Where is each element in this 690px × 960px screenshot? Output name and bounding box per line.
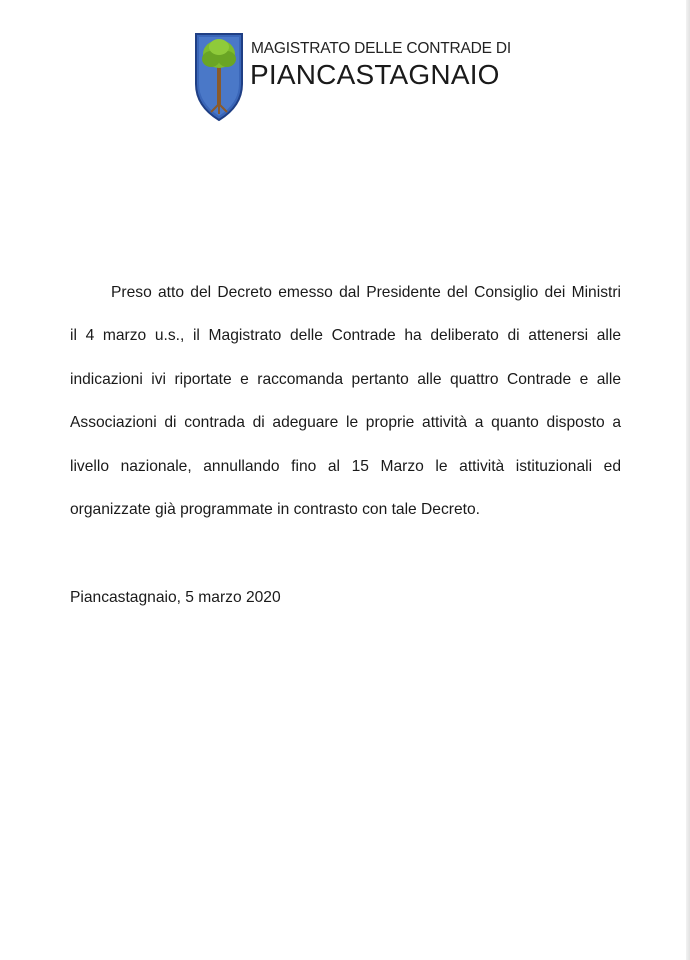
organization-name-line2: PIANCASTAGNAIO bbox=[250, 59, 500, 90]
organization-name-line1: MAGISTRATO DELLE CONTRADE DI bbox=[251, 40, 511, 57]
body-line: il 4 marzo u.s., il Magistrato delle Contrade ha deliberato di attenersi alle bbox=[70, 327, 621, 345]
place-and-date: Piancastagnaio, 5 marzo 2020 bbox=[70, 589, 281, 606]
body-line: indicazioni ivi riportate e raccomanda pertanto alle quattro Contrade e alle bbox=[70, 370, 621, 388]
body-paragraph bbox=[70, 271, 621, 531]
letterhead bbox=[194, 32, 514, 124]
body-line: livello nazionale, annullando fino al 15 Marzo le attività istituzionali ed bbox=[70, 457, 621, 475]
body-line: Preso atto del Decreto emesso dal Presidente del Consiglio dei Ministri bbox=[111, 284, 621, 301]
tree-shield-icon bbox=[194, 32, 244, 122]
page-edge bbox=[686, 0, 690, 960]
body-line: Associazioni di contrada di adeguare le proprie attività a quanto disposto a bbox=[70, 414, 621, 432]
body-line: organizzate già programmate in contrasto con tale Decreto. bbox=[70, 501, 480, 519]
